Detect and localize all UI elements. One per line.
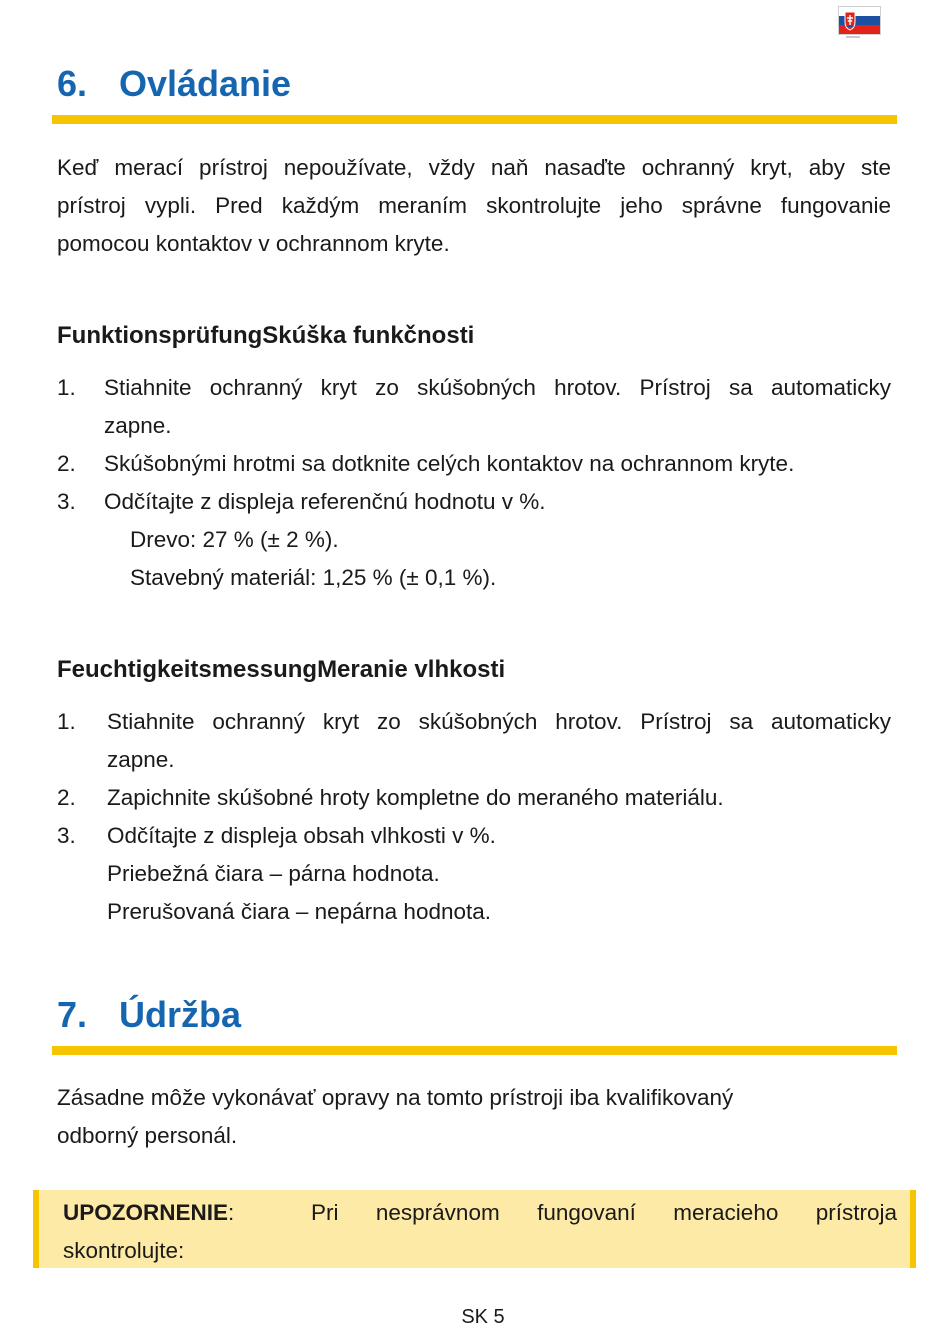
moisture-heading: FeuchtigkeitsmessungMeranie vlhkosti	[57, 656, 506, 683]
reference-values	[57, 521, 891, 597]
reference-building-material: Stavebný materiál: 1,25 % (± 0,1 %).	[130, 565, 497, 590]
section-7-rule	[52, 1046, 897, 1055]
section-7-text: Zásadne môže vykonávať opravy na tomto prístroji iba kvalifikovaný odborný personál.	[57, 1085, 734, 1148]
list-item: 1. Stiahnite ochranný kryt zo skúšobných hrotov. Prístroj sa automaticky zapne.	[57, 709, 891, 772]
list-item: 3. Odčítajte z displeja referenčnú hodnotu v %.	[57, 489, 546, 514]
section-6-rule	[52, 115, 897, 124]
list-item: 1. Stiahnite ochranný kryt zo skúšobných hrotov. Prístroj sa automaticky zapne.	[57, 375, 891, 438]
warning-text-continued: skontrolujte:	[63, 1238, 185, 1263]
function-test-list	[57, 369, 891, 597]
section-7-title	[57, 993, 241, 1037]
section-title-text: Údržba	[119, 994, 242, 1035]
flag-underline	[846, 36, 860, 38]
page-number: SK 5	[461, 1306, 505, 1328]
warning-label: UPOZORNENIE	[63, 1200, 229, 1225]
reference-wood: Drevo: 27 % (± 2 %).	[130, 527, 339, 552]
warning-text: Pri nesprávnom fungovaní meracieho prístroja	[311, 1200, 897, 1225]
moisture-list	[57, 703, 891, 931]
section-number: 7.	[57, 994, 88, 1035]
section-6-title	[57, 62, 291, 106]
list-item: 2. Skúšobnými hrotmi sa dotknite celých kontaktov na ochrannom kryte.	[57, 451, 795, 476]
list-item: 3. Odčítajte z displeja obsah vlhkosti v %. Priebežná čiara – párna hodnota. Prerušovaná čiara – nepárna hodnota.	[57, 823, 496, 924]
list-item: 2. Zapichnite skúšobné hroty kompletne do meraného materiálu.	[57, 785, 724, 810]
section-6-intro: Keď merací prístroj nepoužívate, vždy naň nasaďte ochranný kryt, aby ste prístroj vypli. Pred každým meraním skontrolujte jeho správne fungovanie pomocou kontaktov v ochrannom kryte.	[57, 155, 891, 256]
section-title-text: Ovládanie	[119, 63, 292, 104]
function-test-heading: FunktionsprüfungSkúška funkčnosti	[57, 322, 475, 349]
warning-box: UPOZORNENIE: Pri nesprávnom fungovaní meracieho prístroja skontrolujte:	[33, 1190, 916, 1268]
slovak-flag-icon	[838, 6, 881, 35]
section-number: 6.	[57, 63, 88, 104]
